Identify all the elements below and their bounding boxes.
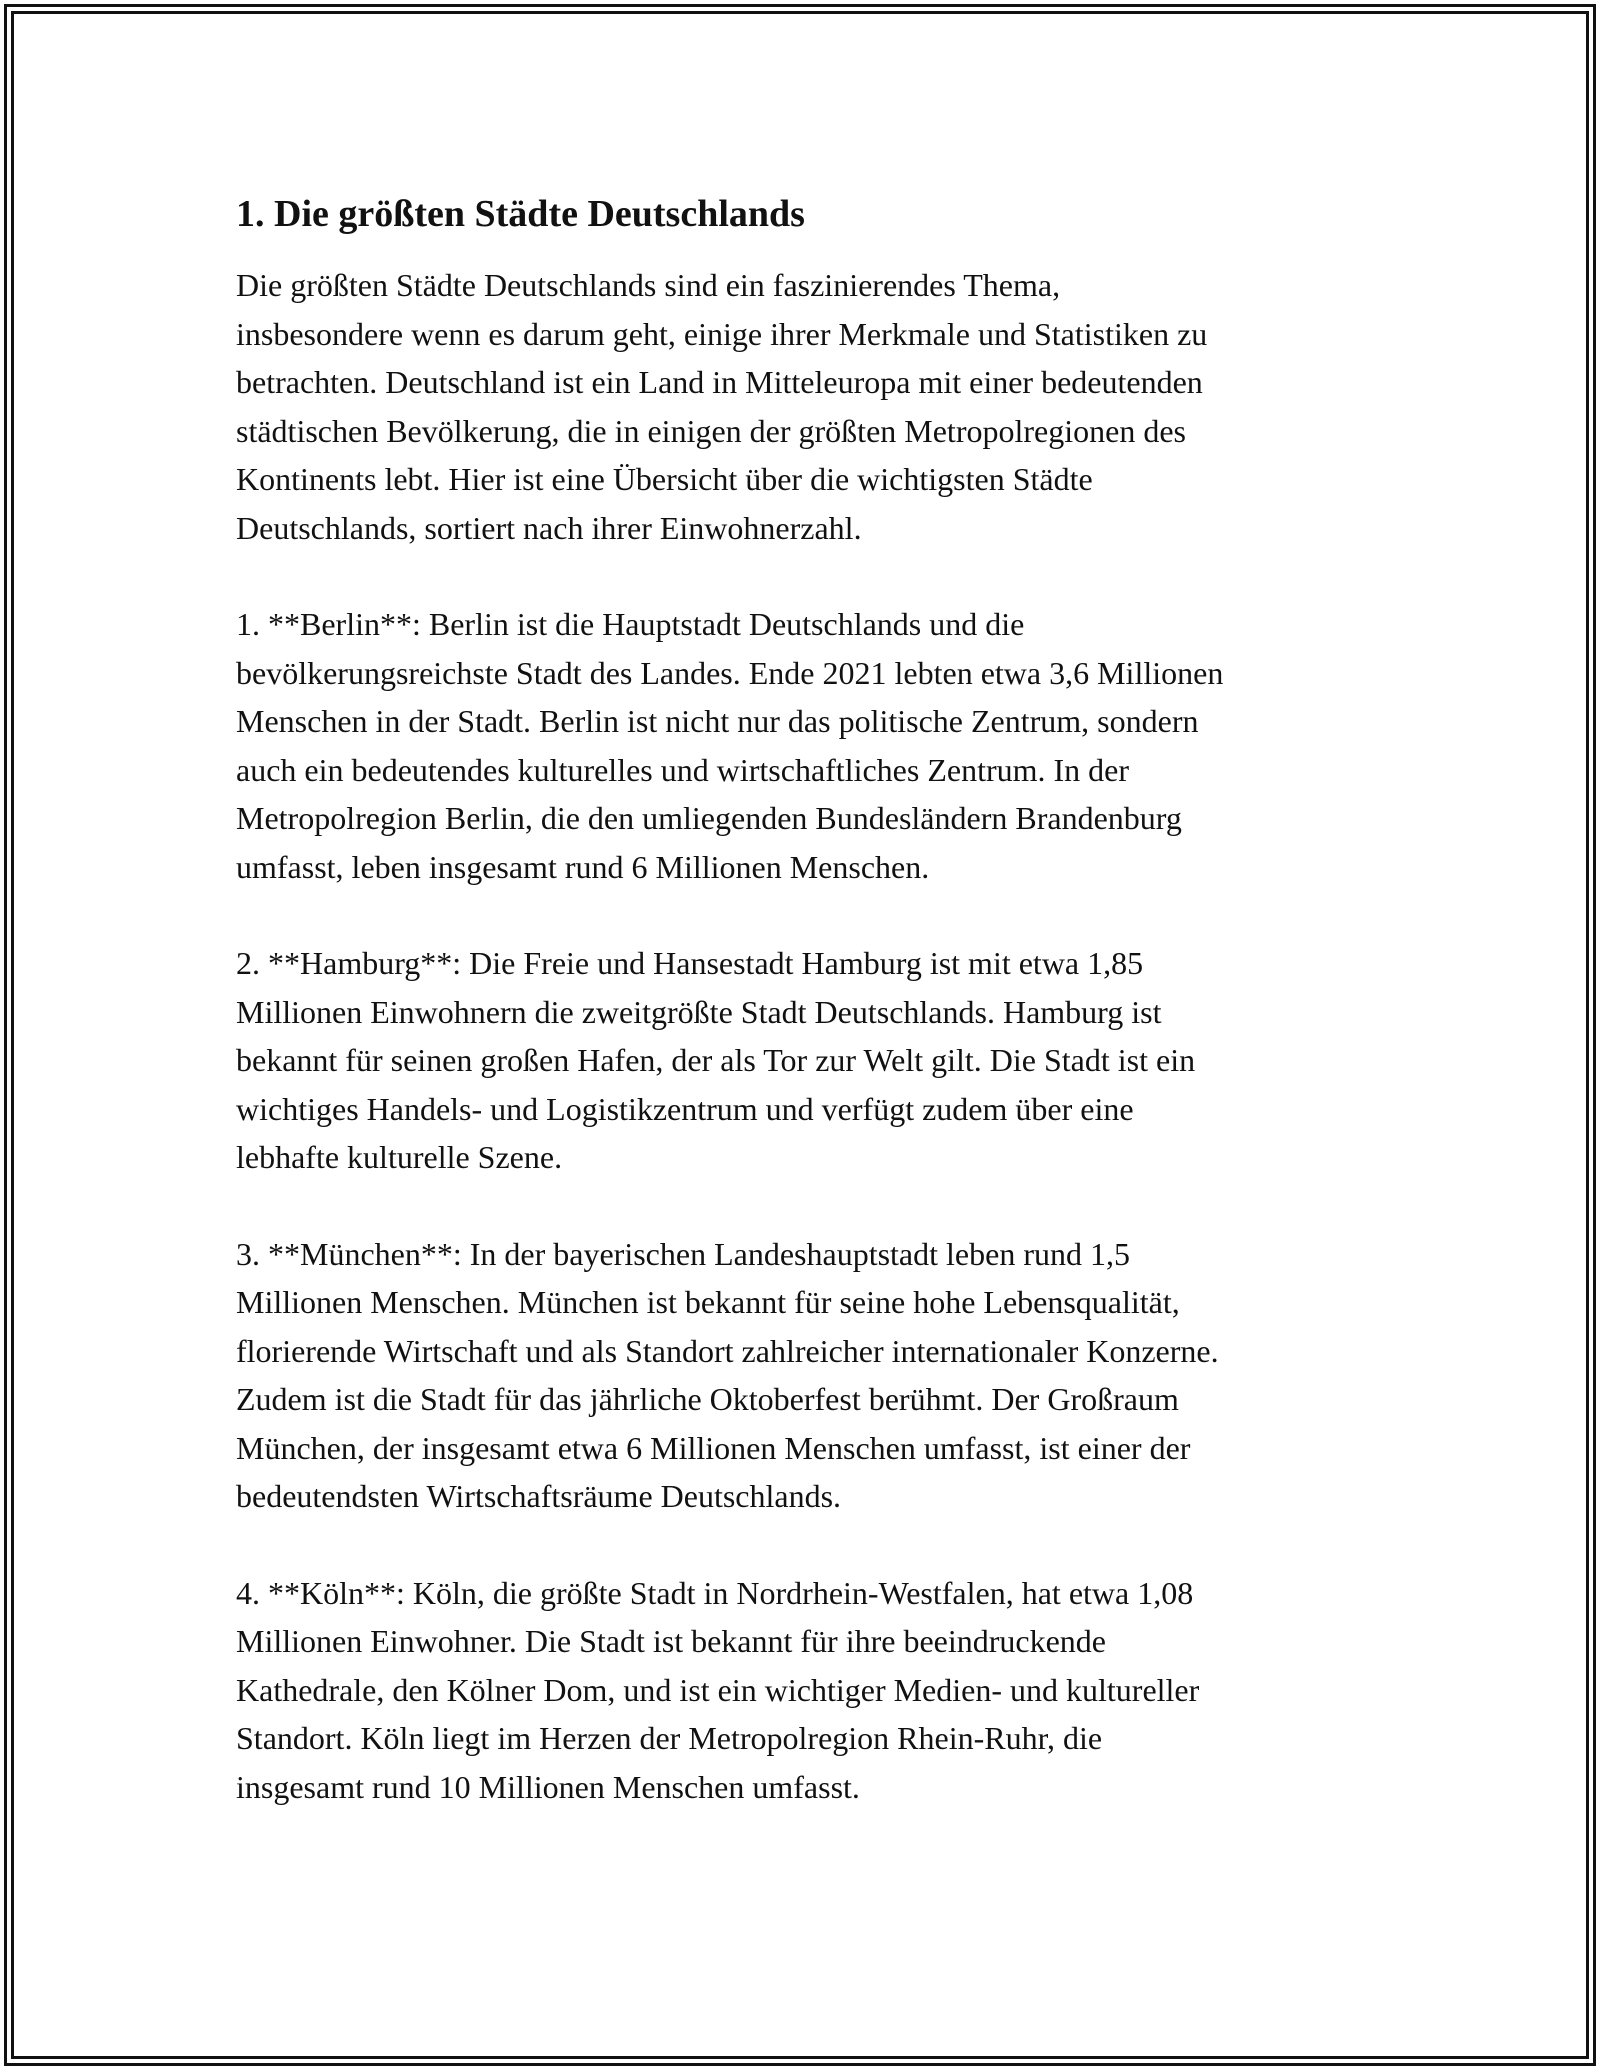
paragraph-line: bekannt für seinen großen Hafen, der als Tor zur Welt gilt. Die Stadt ist ein: [236, 1042, 1196, 1078]
paragraph-line: insbesondere wenn es darum geht, einige ihrer Merkmale und Statistiken zu: [236, 315, 1208, 352]
paragraph-line: Kathedrale, den Kölner Dom, und ist ein wichtiger Medien- und kultureller: [236, 1671, 1200, 1708]
paragraph-line: auch ein bedeutendes kulturelles und wirtschaftliches Zentrum. In der: [236, 751, 1130, 788]
paragraph-line: umfasst, leben insgesamt rund 6 Millionen Menschen.: [236, 848, 930, 885]
hamburg-paragraph: [236, 939, 1396, 1182]
paragraph-line: Millionen Einwohnern die zweitgrößte Stadt Deutschlands. Hamburg ist: [236, 993, 1162, 1030]
document-body: [236, 190, 1396, 1859]
paragraph-line: Die größten Städte Deutschlands sind ein faszinierendes Thema,: [236, 267, 1061, 303]
paragraph-line: Millionen Menschen. München ist bekannt für seine hohe Lebensqualität,: [236, 1284, 1180, 1320]
paragraph-line: 1. **Berlin**: Berlin ist die Hauptstadt Deutschlands und die: [236, 606, 1025, 642]
paragraph-line: Menschen in der Stadt. Berlin ist nicht nur das politische Zentrum, sondern: [236, 703, 1199, 739]
paragraph-line: Zudem ist die Stadt für das jährliche Oktoberfest berühmt. Der Großraum: [236, 1381, 1179, 1417]
section-heading: 1. Die größten Städte Deutschlands: [236, 193, 805, 235]
paragraph-line: insgesamt rund 10 Millionen Menschen umfasst.: [236, 1768, 860, 1805]
paragraph-line: Deutschlands, sortiert nach ihrer Einwohnerzahl.: [236, 509, 862, 546]
paragraph-line: städtischen Bevölkerung, die in einigen der größten Metropolregionen des: [236, 412, 1186, 449]
muenchen-paragraph: [236, 1230, 1396, 1521]
paragraph-line: 3. **München**: In der bayerischen Landeshauptstadt leben rund 1,5: [236, 1235, 1130, 1272]
berlin-paragraph: [236, 600, 1396, 891]
paragraph-line: 4. **Köln**: Köln, die größte Stadt in Nordrhein-Westfalen, hat etwa 1,08: [236, 1574, 1194, 1611]
paragraph-line: München, der insgesamt etwa 6 Millionen Menschen umfasst, ist einer der: [236, 1429, 1191, 1466]
paragraph-line: bedeutendsten Wirtschaftsräume Deutschlands.: [236, 1478, 842, 1514]
paragraph-line: florierende Wirtschaft und als Standort zahlreicher internationaler Konzerne.: [236, 1332, 1219, 1369]
paragraph-line: Standort. Köln liegt im Herzen der Metropolregion Rhein-Ruhr, die: [236, 1720, 1103, 1756]
paragraph-line: lebhafte kulturelle Szene.: [236, 1139, 563, 1175]
paragraph-line: Millionen Einwohner. Die Stadt ist bekannt für ihre beeindruckende: [236, 1623, 1106, 1659]
koeln-paragraph: [236, 1569, 1396, 1812]
paragraph-line: bevölkerungsreichste Stadt des Landes. Ende 2021 lebten etwa 3,6 Millionen: [236, 654, 1224, 691]
paragraph-line: Kontinents lebt. Hier ist eine Übersicht über die wichtigsten Städte: [236, 461, 1093, 497]
paragraph-line: 2. **Hamburg**: Die Freie und Hansestadt Hamburg ist mit etwa 1,85: [236, 945, 1144, 981]
paragraph-line: wichtiges Handels- und Logistikzentrum und verfügt zudem über eine: [236, 1090, 1134, 1127]
paragraph-line: betrachten. Deutschland ist ein Land in Mitteleuropa mit einer bedeutenden: [236, 364, 1203, 400]
intro-paragraph: [236, 261, 1396, 552]
paragraph-line: Metropolregion Berlin, die den umliegenden Bundesländern Brandenburg: [236, 800, 1182, 836]
